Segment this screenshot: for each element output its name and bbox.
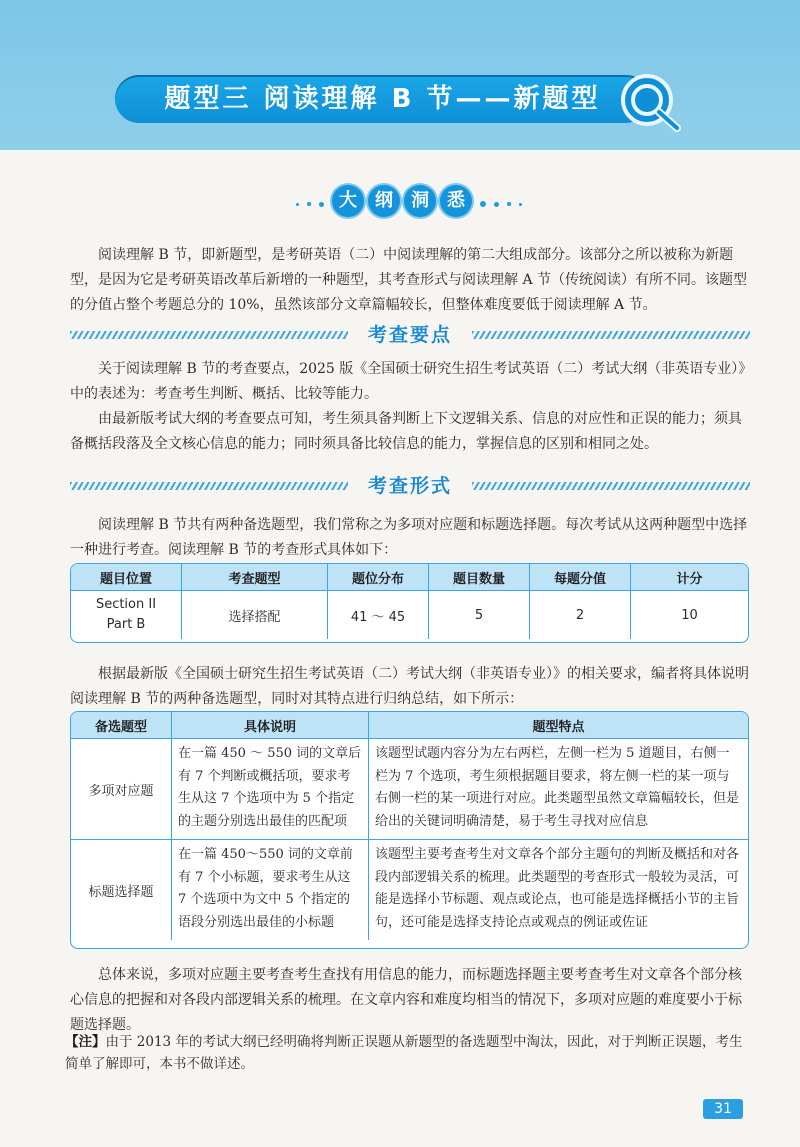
syllabus-badge: 纲 [368,185,400,217]
table-header-row [71,564,748,591]
format-paragraph-2: 根据最新版《全国硕士研究生招生考试英语（二）考试大纲（非英语专业）》的相关要求，编者将具体说明阅读理解 B 节的两种备选题型，同时对其特点进行归纳总结，如下所示： [70,666,749,707]
syllabus-badge: 洞 [404,185,436,217]
magnifier-icon [617,70,689,132]
table-header-row [71,712,748,739]
note [65,1031,755,1075]
syllabus-banner [0,185,800,225]
section-header-key-points [70,321,750,349]
format-paragraph-1: 阅读理解 B 节共有两种备选题型，我们常称之为多项对应题和标题选择题。每次考试从这两种题型中选择一种进行考查。阅读理解 B 节的考查形式具体如下： [70,517,748,558]
intro-paragraph: 阅读理解 B 节，即新题型，是考研英语（二）中阅读理解的第二大组成部分。该部分之所以被称为新题型，是因为它是考研英语改革后新增的一种题型，其考查形式与阅读理解 A 节（传统阅读）有所不同。该题型的分值占整个考题总分的 10%，虽然该部分文章篇幅较长，但整体难度要低于阅读理解 A 节。 [70,247,748,313]
section-header-format [70,472,750,500]
decor-dots-right [480,201,522,207]
syllabus-badges [332,185,472,217]
table-row [71,739,748,840]
page-title: 题型三 阅读理解 B 节——新题型 [164,84,601,114]
summary-paragraph: 总体来说，多项对应题主要考查考生查找有用信息的能力，而标题选择题主要考查考生对文章各个部分核心信息的把握和对各段内部逻辑关系的梳理。在文章内容和难度均相当的情况下，多项对应题的难度要小于标题选择题。 [70,967,742,1033]
hatch-divider [472,482,750,490]
hatch-divider [472,331,750,339]
type-cell: 多项对应题 [71,739,172,840]
section-title: 考查形式 [367,475,452,497]
section-title: 考查要点 [367,324,452,346]
type-cell: 标题选择题 [71,840,172,941]
table-header-cell: 计分 [631,564,749,591]
syllabus-badge: 大 [332,185,364,217]
format-table [70,563,749,643]
table-header-cell: 题位分布 [328,564,429,591]
feature-cell: 该题型试题内容分为左右两栏，左侧一栏为 5 道题目，右侧一栏为 7 个选项，考生须根据题目要求，将左侧一栏的某一项与右侧一栏的某一项进行对应。此类题型虽然文章篇幅较长，但是给出的关键词明确清楚，易于考生寻找对应信息 [369,739,749,840]
position-line: Section II [95,597,157,612]
table-cell: 5 [429,591,530,640]
description-cell: 在一篇 450～550 词的文章前有 7 个小标题，要求考生从这 7 个选项中为文中 5 个指定的语段分别选出最佳的小标题 [172,840,369,941]
note-text: 由于 2013 年的考试大纲已经明确将判断正误题从新题型的备选题型中淘汰，因此，对于判断正误题，考生简单了解即可，本书不做详述。 [65,1034,743,1072]
table-header-cell: 题型特点 [369,712,749,739]
table-header-cell: 题目位置 [71,564,182,591]
key-points-paragraph-1: 关于阅读理解 B 节的考查要点，2025 版《全国硕士研究生招生考试英语（二）考试大纲（非英语专业）》中的表述为：考查考生判断、概括、比较等能力。 [70,361,746,402]
description-cell: 在一篇 450 ～ 550 词的文章后有 7 个判断或概括项，要求考生从这 7 个选项中为 5 个指定的主题分别选出最佳的匹配项 [172,739,369,840]
question-types-table [70,711,749,949]
table-row [71,591,748,640]
table-header-cell: 具体说明 [172,712,369,739]
note-label: 【注】 [65,1034,106,1050]
title-banner [115,75,650,123]
table-header-cell: 题目数量 [429,564,530,591]
table-cell-position [71,591,182,640]
page-number: 31 [703,1099,743,1119]
table-cell: 选择搭配 [182,591,328,640]
position-line: Part B [106,617,146,632]
table-header-cell: 备选题型 [71,712,172,739]
table-cell: 41 ～ 45 [328,591,429,640]
table-header-cell: 考查题型 [182,564,328,591]
feature-cell: 该题型主要考查考生对文章各个部分主题句的判断及概括和对各段内部逻辑关系的梳理。此类题型的考查形式一般较为灵活，可能是选择小节标题、观点或论点，也可能是选择概括小节的主旨句，还可能是选择支持论点或观点的例证或佐证 [375,847,740,930]
table-row [71,840,748,941]
syllabus-badge: 悉 [440,185,472,217]
table-cell: 10 [681,607,698,623]
table-header-cell: 每题分值 [530,564,631,591]
key-points-paragraph-2: 由最新版考试大纲的考查要点可知，考生须具备判断上下文逻辑关系、信息的对应性和正误的能力；须具备概括段落及全文核心信息的能力；同时须具备比较信息的能力，掌握信息的区别和相同之处。 [70,411,742,452]
table-cell: 2 [530,591,631,640]
